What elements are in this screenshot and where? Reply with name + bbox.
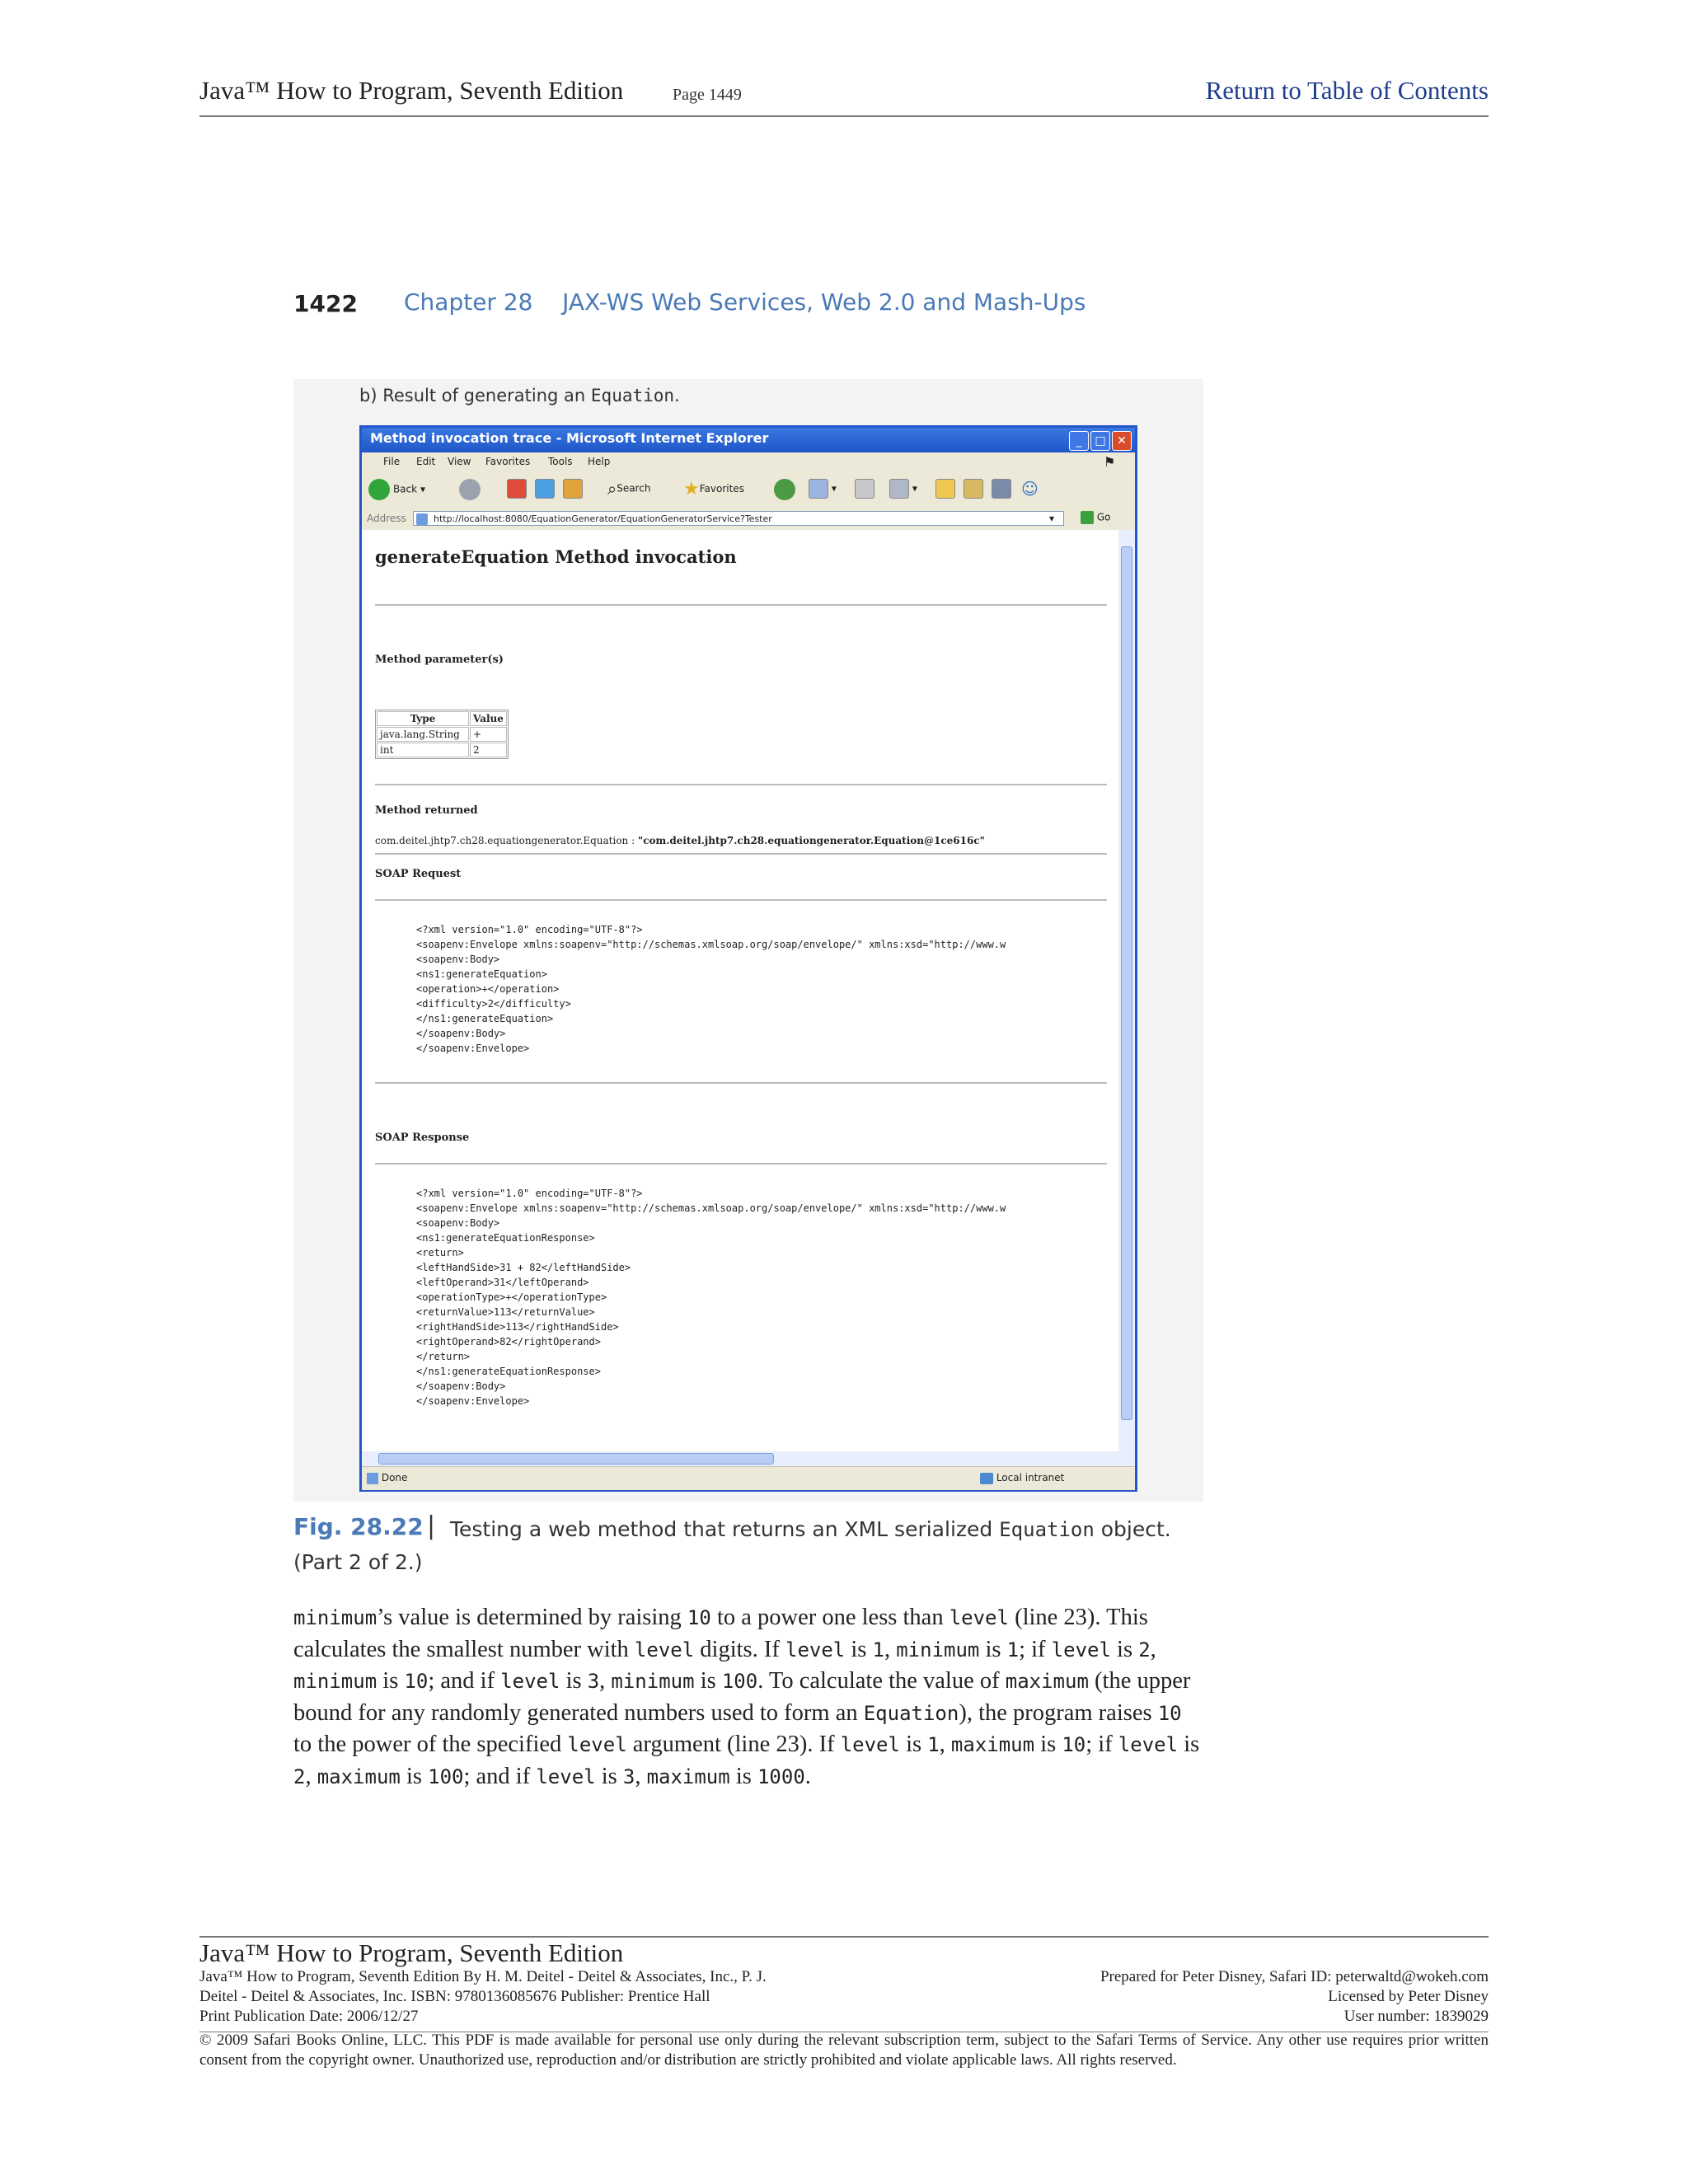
figure-subcaption [359,386,680,405]
home-button[interactable] [563,479,583,499]
returned-heading: Method returned [375,804,478,817]
page-heading: generateEquation Method invocation [375,546,737,567]
body-paragraph: minimum’s value is determined by raising 10 to a power one less than level (line 23). This calculates the smallest number with level digits. If level is 1, minimum is 1; if level is 2, minimum is 10; and if level is 3, minimum is 100. To calculate the value of maximum (the upper bound for any randomly generated numbers used to form an Equation), the program raises 10 to the power of the specified level argument (line 23). If level is 1, maximum is 10; if level is 2, maximum is 100; and if level is 3, maximum is 1000. [293,1605,1200,1789]
intranet-icon [980,1473,993,1484]
print-icon [855,479,874,499]
research-button[interactable] [992,479,1011,499]
menu-view[interactable]: View [448,456,471,467]
back-button[interactable]: Back ▾ [368,479,425,500]
page-icon [416,513,428,525]
refresh-icon [535,479,555,499]
menu-help[interactable]: Help [588,456,611,467]
folder-icon [935,479,955,499]
stop-icon [507,479,527,499]
address-dropdown-icon[interactable]: ▾ [1049,513,1055,524]
divider [375,853,1107,855]
discuss-button[interactable] [964,479,983,499]
stop-button[interactable] [507,479,527,499]
returned-value: com.deitel.jhtp7.ch28.equationgenerator.Equation : "com.deitel.jhtp7.ch28.equationgenerator.Equation@1ce616c" [375,835,985,846]
page-content [362,530,1118,1451]
subcaption-code: Equation [590,386,675,405]
table-row [377,727,507,742]
table-header-row [377,711,507,726]
soap-request-xml: <?xml version="1.0" encoding="UTF-8"?> <soapenv:Envelope xmlns:soapenv="http://schemas.xmlsoap.org/soap/envelope/" xmlns:xsd="http://www.w <soapenv:Body> <ns1:generateEquation> <operation>+</operation> <difficulty>2</difficulty> </ns1:generateEquation> </soapenv:Body> </soapenv:Envelope> [416,924,1006,1054]
table-cell-input[interactable]: 2 [470,743,507,757]
divider [375,1082,1107,1084]
footer-copyright: © 2009 Safari Books Online, LLC. This PDF is made available for personal use only during the relevant subscription term, subject to the Safari Terms of Service. Any other use requires prior written consent from the copyright owner. Unauthorized use, reproduction and/or distribution are strictly prohibited and violate applicable laws. All rights reserved. [199,2032,1489,2069]
status-zone: Local intranet [980,1472,1064,1484]
footer-user-number: User number: 1839029 [1343,2008,1489,2025]
toc-link[interactable]: Return to Table of Contents [1205,76,1489,105]
home-icon [563,479,583,499]
vertical-scroll-thumb[interactable] [1121,546,1132,1420]
window-title: Method invocation trace - Microsoft Internet Explorer [370,430,769,446]
status-bar [362,1466,1135,1490]
messenger-button[interactable] [1021,479,1039,499]
search-icon: ⌕ [607,479,617,499]
divider [375,1163,1107,1165]
menu-edit[interactable]: Edit [416,456,436,467]
minimize-button[interactable]: _ [1069,431,1089,451]
go-arrow-icon [1081,511,1094,524]
history-icon [774,479,795,500]
back-arrow-icon [368,479,390,500]
footer-isbn: Deitel - Deitel & Associates, Inc. ISBN: 9780136085676 Publisher: Prentice Hall [199,1988,710,2005]
soap-response-xml: <?xml version="1.0" encoding="UTF-8"?> <soapenv:Envelope xmlns:soapenv="http://schemas.xmlsoap.org/soap/envelope/" xmlns:xsd="http://www.w <soapenv:Body> <ns1:generateEquationResponse> <return> <leftHandSide>31 + 82</leftHandSide> <leftOperand>31</leftOperand> <operationType>+</operationType> <returnValue>113</returnValue> <rightHandSide>113</rightHandSide> <rightOperand>82</rightOperand> </return> </ns1:generateEquationResponse> </soapenv:Body> </soapenv:Envelope> [416,1188,1006,1407]
forward-button[interactable] [459,479,484,500]
figure-caption: Testing a web method that returns an XML serialized Equation object. (Part 2 of 2.) [293,1517,1171,1574]
edit-button[interactable]: ▾ [889,479,917,499]
close-button[interactable]: ✕ [1112,431,1132,451]
divider [375,899,1107,901]
subcaption-end: . [674,386,680,405]
page-label: Page 1449 [673,86,742,104]
research-icon [992,479,1011,499]
divider [375,604,1107,606]
book-title-header: Java™ How to Program, Seventh Edition [199,76,624,105]
favorites-button[interactable]: ★Favorites [683,479,744,499]
header-divider [199,115,1489,117]
refresh-button[interactable] [535,479,555,499]
table-cell: java.lang.String [377,727,469,742]
search-button[interactable]: ⌕Search [607,479,651,499]
book-page-number: 1422 [293,290,358,317]
menu-favorites[interactable]: Favorites [485,456,531,467]
mail-button[interactable]: ▾ [809,479,837,499]
mail-icon [809,479,828,499]
chapter-heading: Chapter 28 JAX-WS Web Services, Web 2.0 and Mash-Ups [404,288,1086,316]
forward-arrow-icon [459,479,481,500]
footer-pub-date: Print Publication Date: 2006/12/27 [199,2008,419,2025]
menu-file[interactable]: File [383,456,401,467]
footer-title: Java™ How to Program, Seventh Edition [199,1938,624,1967]
soap-request-heading: SOAP Request [375,868,462,880]
print-button[interactable] [855,479,874,499]
params-table [375,710,509,759]
page-done-icon [367,1473,378,1484]
folder-button[interactable] [935,479,955,499]
menu-bar [362,452,1135,473]
maximize-button[interactable]: □ [1090,431,1110,451]
column-header: Type [377,711,469,726]
table-cell-input[interactable]: + [470,727,507,742]
title-bar [362,428,1135,452]
browser-window [359,425,1137,1492]
footer-divider [199,1936,1489,1938]
toolbar [362,472,1135,509]
address-input[interactable]: http://localhost:8080/EquationGenerator/EquationGeneratorService?Tester [413,511,1064,526]
footer-licensed-by: Licensed by Peter Disney [1328,1988,1489,2005]
address-label: Address [367,513,406,524]
address-bar [362,509,1135,531]
footer-prepared-for: Prepared for Peter Disney, Safari ID: peterwaltd@wokeh.com [1100,1968,1489,1985]
params-heading: Method parameter(s) [375,654,504,666]
horizontal-scroll-thumb[interactable] [378,1453,774,1465]
footer-book-info: Java™ How to Program, Seventh Edition By H. M. Deitel - Deitel & Associates, Inc., P. J. [199,1968,767,1985]
windows-logo-icon: ⚑ [1104,456,1116,470]
subcaption-text: b) Result of generating an [359,386,591,405]
status-done: Done [367,1472,407,1484]
figure-label: Fig. 28.22 [293,1513,424,1540]
soap-response-heading: SOAP Response [375,1132,470,1144]
menu-tools[interactable]: Tools [548,456,573,467]
star-icon: ★ [683,479,700,499]
edit-icon [889,479,909,499]
go-button[interactable]: Go [1081,511,1110,524]
discuss-icon [964,479,983,499]
divider [375,784,1107,785]
messenger-icon: ☺ [1021,479,1039,499]
figure-separator: | [427,1511,436,1540]
table-row [377,743,507,757]
history-button[interactable] [774,479,799,500]
table-cell: int [377,743,469,757]
column-header: Value [470,711,507,726]
